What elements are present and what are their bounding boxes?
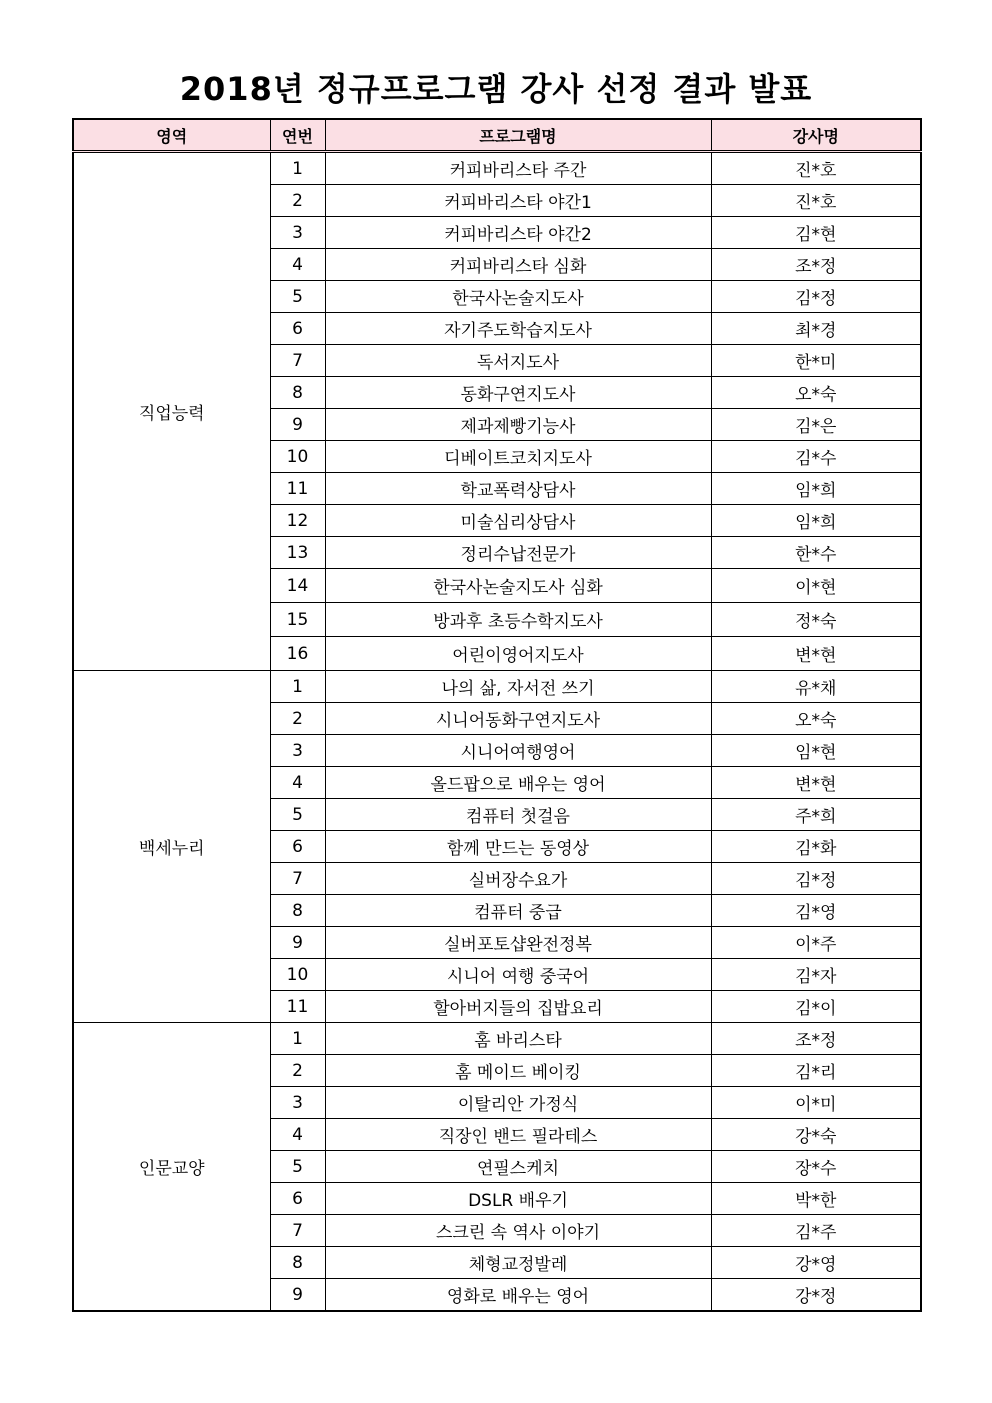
table-row bbox=[73, 152, 921, 185]
program-name-cell: 홈 메이드 베이킹 bbox=[325, 1055, 711, 1087]
instructor-name-cell: 유*채 bbox=[711, 671, 921, 703]
header-program-name: 프로그램명 bbox=[325, 119, 711, 152]
number-cell: 6 bbox=[270, 831, 325, 863]
program-name-cell: 커피바리스타 심화 bbox=[325, 249, 711, 281]
program-name-cell: 컴퓨터 중급 bbox=[325, 895, 711, 927]
program-name-cell: 한국사논술지도사 bbox=[325, 281, 711, 313]
number-cell: 9 bbox=[270, 1279, 325, 1312]
number-cell: 13 bbox=[270, 537, 325, 569]
instructor-name-cell: 김*화 bbox=[711, 831, 921, 863]
instructor-name-cell: 강*정 bbox=[711, 1279, 921, 1312]
program-name-cell: 방과후 초등수학지도사 bbox=[325, 603, 711, 637]
number-cell: 7 bbox=[270, 1215, 325, 1247]
program-name-cell: 학교폭력상담사 bbox=[325, 473, 711, 505]
number-cell: 2 bbox=[270, 703, 325, 735]
number-cell: 14 bbox=[270, 569, 325, 603]
instructor-name-cell: 주*희 bbox=[711, 799, 921, 831]
program-name-cell: 실버장수요가 bbox=[325, 863, 711, 895]
program-name-cell: 스크린 속 역사 이야기 bbox=[325, 1215, 711, 1247]
table-row bbox=[73, 1023, 921, 1055]
number-cell: 7 bbox=[270, 345, 325, 377]
instructor-name-cell: 임*현 bbox=[711, 735, 921, 767]
instructor-name-cell: 정*숙 bbox=[711, 603, 921, 637]
number-cell: 6 bbox=[270, 1183, 325, 1215]
program-name-cell: 올드팝으로 배우는 영어 bbox=[325, 767, 711, 799]
instructor-name-cell: 조*정 bbox=[711, 1023, 921, 1055]
number-cell: 5 bbox=[270, 281, 325, 313]
program-name-cell: 시니어동화구연지도사 bbox=[325, 703, 711, 735]
program-name-cell: 연필스케치 bbox=[325, 1151, 711, 1183]
program-name-cell: 독서지도사 bbox=[325, 345, 711, 377]
number-cell: 8 bbox=[270, 895, 325, 927]
program-name-cell: 홈 바리스타 bbox=[325, 1023, 711, 1055]
program-name-cell: 커피바리스타 주간 bbox=[325, 152, 711, 185]
program-name-cell: 커피바리스타 야간2 bbox=[325, 217, 711, 249]
number-cell: 9 bbox=[270, 927, 325, 959]
instructor-name-cell: 오*숙 bbox=[711, 377, 921, 409]
program-name-cell: 정리수납전문가 bbox=[325, 537, 711, 569]
instructor-name-cell: 이*미 bbox=[711, 1087, 921, 1119]
instructor-name-cell: 최*경 bbox=[711, 313, 921, 345]
number-cell: 10 bbox=[270, 441, 325, 473]
number-cell: 6 bbox=[270, 313, 325, 345]
program-name-cell: 컴퓨터 첫걸음 bbox=[325, 799, 711, 831]
program-name-cell: 미술심리상담사 bbox=[325, 505, 711, 537]
number-cell: 1 bbox=[270, 152, 325, 185]
instructor-name-cell: 강*영 bbox=[711, 1247, 921, 1279]
number-cell: 16 bbox=[270, 637, 325, 671]
instructor-name-cell: 조*정 bbox=[711, 249, 921, 281]
header-row bbox=[73, 119, 921, 152]
instructor-name-cell: 김*은 bbox=[711, 409, 921, 441]
program-name-cell: 체형교정발레 bbox=[325, 1247, 711, 1279]
number-cell: 11 bbox=[270, 991, 325, 1023]
instructor-name-cell: 이*주 bbox=[711, 927, 921, 959]
number-cell: 5 bbox=[270, 799, 325, 831]
program-name-cell: 시니어여행영어 bbox=[325, 735, 711, 767]
instructor-name-cell: 한*미 bbox=[711, 345, 921, 377]
instructor-name-cell: 김*리 bbox=[711, 1055, 921, 1087]
instructor-name-cell: 임*희 bbox=[711, 505, 921, 537]
number-cell: 10 bbox=[270, 959, 325, 991]
table-header bbox=[73, 119, 921, 152]
instructor-name-cell: 강*숙 bbox=[711, 1119, 921, 1151]
instructor-name-cell: 김*현 bbox=[711, 217, 921, 249]
instructor-name-cell: 김*이 bbox=[711, 991, 921, 1023]
instructor-name-cell: 김*정 bbox=[711, 863, 921, 895]
instructor-name-cell: 김*자 bbox=[711, 959, 921, 991]
program-name-cell: 할아버지들의 집밥요리 bbox=[325, 991, 711, 1023]
number-cell: 4 bbox=[270, 1119, 325, 1151]
header-number: 연번 bbox=[270, 119, 325, 152]
instructor-results-table bbox=[72, 118, 922, 1312]
number-cell: 2 bbox=[270, 1055, 325, 1087]
program-name-cell: 시니어 여행 중국어 bbox=[325, 959, 711, 991]
number-cell: 4 bbox=[270, 249, 325, 281]
page-title: 2018년 정규프로그램 강사 선정 결과 발표 bbox=[179, 70, 813, 108]
number-cell: 2 bbox=[270, 185, 325, 217]
instructor-name-cell: 박*한 bbox=[711, 1183, 921, 1215]
instructor-name-cell: 임*희 bbox=[711, 473, 921, 505]
number-cell: 1 bbox=[270, 1023, 325, 1055]
number-cell: 3 bbox=[270, 217, 325, 249]
instructor-name-cell: 김*수 bbox=[711, 441, 921, 473]
program-name-cell: 이탈리안 가정식 bbox=[325, 1087, 711, 1119]
program-name-cell: 나의 삶, 자서전 쓰기 bbox=[325, 671, 711, 703]
area-cell: 백세누리 bbox=[73, 671, 270, 1023]
table-body bbox=[73, 152, 921, 1312]
area-cell: 직업능력 bbox=[73, 152, 270, 671]
number-cell: 15 bbox=[270, 603, 325, 637]
header-area: 영역 bbox=[73, 119, 270, 152]
instructor-name-cell: 김*정 bbox=[711, 281, 921, 313]
program-name-cell: 자기주도학습지도사 bbox=[325, 313, 711, 345]
number-cell: 3 bbox=[270, 1087, 325, 1119]
instructor-name-cell: 김*주 bbox=[711, 1215, 921, 1247]
number-cell: 4 bbox=[270, 767, 325, 799]
header-instructor-name: 강사명 bbox=[711, 119, 921, 152]
program-name-cell: 함께 만드는 동영상 bbox=[325, 831, 711, 863]
program-name-cell: 실버포토샵완전정복 bbox=[325, 927, 711, 959]
area-cell: 인문교양 bbox=[73, 1023, 270, 1312]
program-name-cell: 한국사논술지도사 심화 bbox=[325, 569, 711, 603]
program-name-cell: 제과제빵기능사 bbox=[325, 409, 711, 441]
instructor-name-cell: 장*수 bbox=[711, 1151, 921, 1183]
number-cell: 5 bbox=[270, 1151, 325, 1183]
table-row bbox=[73, 671, 921, 703]
number-cell: 11 bbox=[270, 473, 325, 505]
program-name-cell: 영화로 배우는 영어 bbox=[325, 1279, 711, 1312]
instructor-name-cell: 진*호 bbox=[711, 185, 921, 217]
instructor-name-cell: 변*현 bbox=[711, 767, 921, 799]
instructor-name-cell: 오*숙 bbox=[711, 703, 921, 735]
instructor-name-cell: 변*현 bbox=[711, 637, 921, 671]
instructor-name-cell: 김*영 bbox=[711, 895, 921, 927]
number-cell: 12 bbox=[270, 505, 325, 537]
program-name-cell: 어린이영어지도사 bbox=[325, 637, 711, 671]
instructor-name-cell: 진*호 bbox=[711, 152, 921, 185]
number-cell: 7 bbox=[270, 863, 325, 895]
number-cell: 3 bbox=[270, 735, 325, 767]
program-name-cell: 커피바리스타 야간1 bbox=[325, 185, 711, 217]
number-cell: 8 bbox=[270, 377, 325, 409]
program-name-cell: 직장인 밴드 필라테스 bbox=[325, 1119, 711, 1151]
number-cell: 1 bbox=[270, 671, 325, 703]
number-cell: 9 bbox=[270, 409, 325, 441]
instructor-name-cell: 한*수 bbox=[711, 537, 921, 569]
number-cell: 8 bbox=[270, 1247, 325, 1279]
program-name-cell: DSLR 배우기 bbox=[325, 1183, 711, 1215]
instructor-name-cell: 이*현 bbox=[711, 569, 921, 603]
program-name-cell: 디베이트코치지도사 bbox=[325, 441, 711, 473]
program-name-cell: 동화구연지도사 bbox=[325, 377, 711, 409]
